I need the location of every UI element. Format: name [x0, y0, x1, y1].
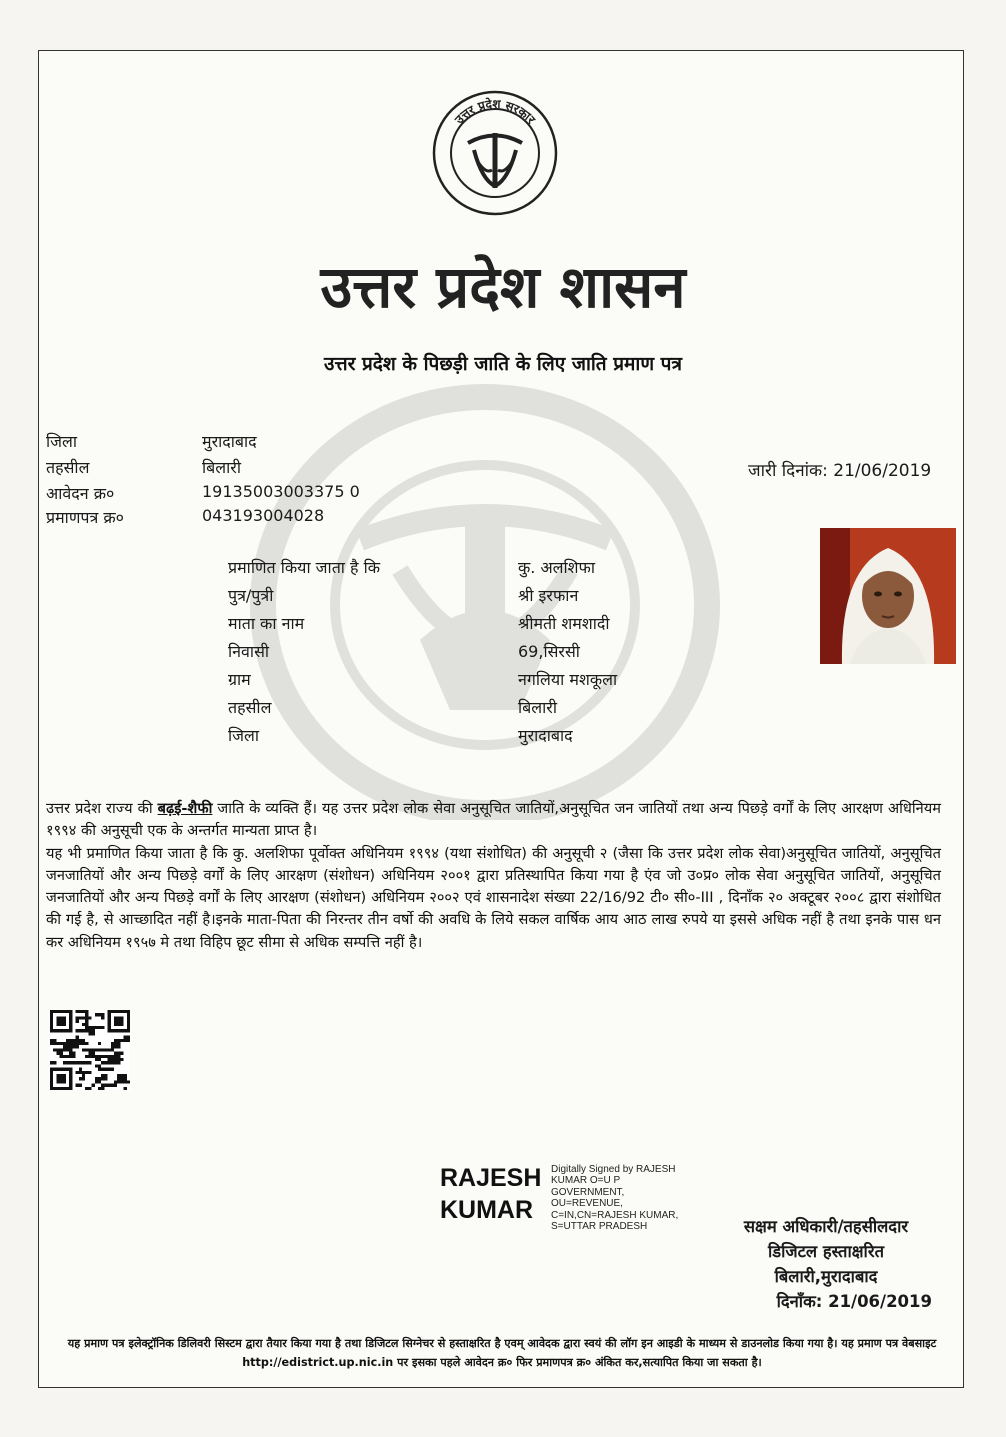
qr-code [50, 1010, 130, 1090]
issue-date [748, 458, 931, 481]
field-label: तहसील [46, 458, 90, 477]
signing-officer [706, 1214, 946, 1314]
detail-value: 69,सिरसी [518, 642, 580, 661]
verification-footer: यह प्रमाण पत्र इलेक्ट्रॉनिक डिलिवरी सिस्टम द्वारा तैयार किया गया है तथा डिजिटल सिग्नेचर से हस्ताक्षरित है एवम् आवेदक द्वारा स्वयं की लॉग इन आइडी के माध्यम से डाउनलोड किया गया है। यह प्रमाण पत्र वेबसाइट http://edistrict.up.nic.in पर इसका पहले आवेदन क्र० फिर प्रमाणपत्र क्र० अंकित कर,सत्यापित किया जा सकता है। [67, 1337, 937, 1369]
field-value: मुरादाबाद [202, 432, 257, 451]
detail-value: बिलारी [518, 698, 557, 717]
field-value: 19135003003375 0 [202, 482, 360, 501]
certificate-body [46, 798, 941, 954]
detail-value: श्री इरफान [518, 586, 579, 605]
detail-label: पुत्र/पुत्री [228, 586, 274, 605]
detail-label: निवासी [228, 642, 270, 661]
officer-date: दिनाँक: 21/06/2019 [776, 1292, 932, 1311]
detail-value: श्रीमती शमशादी [518, 614, 610, 633]
body-paragraph-1: उत्तर प्रदेश राज्य की बढ़ई-शैफी जाति के व्यक्ति हैं। यह उत्तर प्रदेश लोक सेवा अनुसूचित जातियों,अनुसूचित जन जातियों तथा अन्य पिछड़े वर्गों के लिए आरक्षण अधिनियम १९९४ की अनुसूची एक के अन्तर्गत मान्यता प्राप्त है। [46, 800, 941, 840]
digital-signature-name: RAJESH KUMAR [440, 1164, 542, 1224]
detail-label: माता का नाम [228, 614, 305, 633]
emblem-text: उत्तर प्रदेश सरकार [451, 96, 539, 127]
up-government-emblem [430, 88, 560, 218]
detail-label: तहसील [228, 698, 272, 717]
field-value: बिलारी [202, 458, 241, 477]
field-label: आवेदन क्र० [46, 484, 115, 503]
detail-label: ग्राम [228, 670, 251, 689]
issue-date-value: 21/06/2019 [833, 461, 932, 481]
detail-value: मुरादाबाद [518, 726, 573, 745]
officer-digital-signed: डिजिटल हस्ताक्षरित [768, 1242, 884, 1261]
caste-name: बढ़ई-शैफी [157, 800, 213, 817]
field-label: प्रमाणपत्र क्र० [46, 508, 124, 527]
issue-date-label: जारी दिनांक: [748, 461, 828, 481]
field-label: जिला [46, 432, 78, 451]
applicant-photo [820, 528, 956, 664]
field-value: 043193004028 [202, 506, 325, 525]
detail-label: प्रमाणित किया जाता है कि [228, 558, 381, 577]
body-paragraph-2: यह भी प्रमाणित किया जाता है कि कु. अलशिफा पूर्वोक्त अधिनियम १९९४ (यथा संशोधित) की अनुसूची २ (जैसा कि उत्तर प्रदेश लोक सेवा)अनुसूचित जातियों, अनुसूचित जनजातियों और अन्य पिछड़े वर्गों के लिए आरक्षण (संशोधन) अधिनियम २००१ द्वारा प्रतिस्थापित किया गया है एंव जो उ०प्र० लोक सेवा अनुसूचित जातियों, अनुसूचित जनजातियों और अन्य पिछड़े वर्गों के लिए आरक्षण (संशोधन) अधिनियम २००२ एवं शासनादेश संख्या 22/16/92 टी० सी०-III , दिनाँक २० अक्टूबर २००८ द्वारा संशोधित की गई है, से आच्छादित नहीं है।इनके माता-पिता की निरन्तर तीन वर्षो की अवधि के लिये सकल वार्षिक आय आठ लाख रुपये या इससे अधिक नहीं है तथा इनके पास धन कर अधिनियम १९५७ मे तथा विहिप छूट सीमा से अधिक सम्पत्ति नहीं है। [46, 844, 941, 951]
detail-value: नगलिया मशकूला [518, 670, 618, 689]
officer-designation: सक्षम अधिकारी/तहसीलदार [743, 1217, 909, 1236]
certificate-subtitle: उत्तर प्रदेश के पिछड़ी जाति के लिए जाति प्रमाण पत्र [324, 353, 682, 375]
emblem-watermark [250, 380, 720, 820]
digital-signature-details: Digitally Signed by RAJESH KUMAR O=U P GOVERNMENT, OU=REVENUE, C=IN,CN=RAJESH KUMAR, S=UTTAR PRADESH [551, 1164, 679, 1233]
detail-value: कु. अलशिफा [518, 558, 596, 577]
page-title: उत्तर प्रदेश शासन [320, 253, 686, 321]
officer-location: बिलारी,मुरादाबाद [774, 1267, 878, 1286]
detail-label: जिला [228, 726, 260, 745]
